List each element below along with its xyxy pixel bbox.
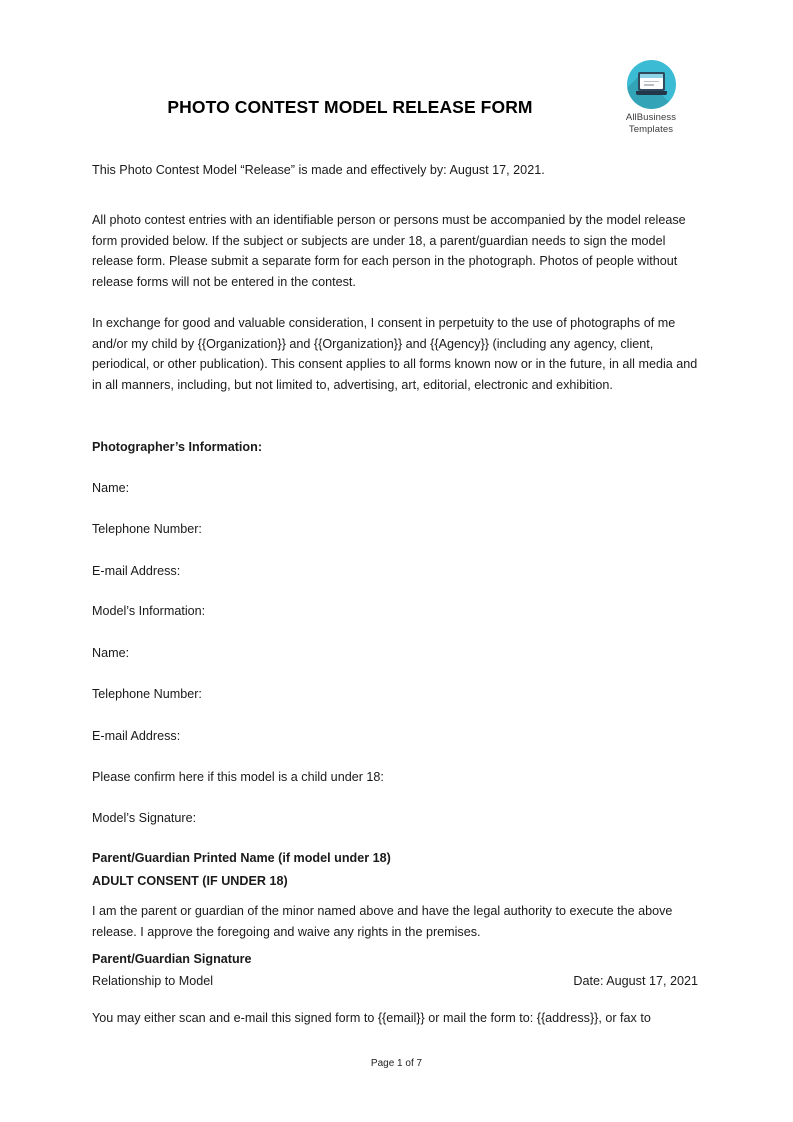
logo-wordmark-line-1: AllBusiness (625, 112, 677, 123)
screen-text-line-1 (644, 81, 659, 83)
page-footer: Page 1 of 7 (370, 1058, 423, 1069)
relationship-to-model-label: Relationship to Model (92, 974, 214, 988)
adult-consent-heading: ADULT CONSENT (IF UNDER 18) (92, 874, 288, 888)
model-telephone-field-label: Telephone Number: (92, 687, 202, 701)
child-under-18-confirm-label: Please confirm here if this model is a child under 18: (92, 770, 384, 784)
laptop-icon (636, 72, 667, 96)
model-information-heading: Model’s Information: (92, 604, 206, 618)
model-signature-label: Model’s Signature: (92, 811, 197, 825)
parent-guardian-signature-heading: Parent/Guardian Signature (92, 952, 252, 966)
photographer-information-heading: Photographer’s Information: (92, 440, 263, 454)
intro-effective-date-line: This Photo Contest Model “Release” is made and effectively by: August 17, 2021. (92, 163, 545, 177)
model-email-field-label: E-mail Address: (92, 729, 181, 743)
laptop-screen (640, 74, 663, 89)
laptop-base (636, 91, 667, 95)
logo-wordmark-line-2: Templates (628, 123, 674, 135)
date-label: Date: August 17, 2021 (573, 974, 698, 988)
relationship-and-date-row (92, 971, 698, 992)
parent-guardian-printed-name-heading: Parent/Guardian Printed Name (if model under 18) (92, 851, 391, 865)
paragraph-consent: In exchange for good and valuable consideration, I consent in perpetuity to the use of photographs of me and/or my child by {{Organization}} and {{Organization}} and {{Agency}} (including any agency, client, periodical, or other publication). This consent applies to all forms known now or in the future, in all media and in all manners, including, but not limited to, advertising, art, editorial, electronic and exhibition. (92, 316, 698, 392)
photographer-email-field-label: E-mail Address: (92, 564, 181, 578)
photographer-name-field-label: Name: (92, 481, 130, 495)
photographer-telephone-field-label: Telephone Number: (92, 522, 202, 536)
page-title: PHOTO CONTEST MODEL RELEASE FORM (167, 97, 533, 117)
screen-header-bar (640, 74, 663, 78)
submission-instructions-line: You may either scan and e-mail this signed form to {{email}} or mail the form to: {{address}}, or fax to (92, 1011, 651, 1025)
adult-consent-paragraph: I am the parent or guardian of the minor named above and have the legal authority to execute the above release. I approve the foregoing and waive any rights in the premises. (92, 904, 673, 939)
model-name-field-label: Name: (92, 646, 130, 660)
paragraph-entry-requirements: All photo contest entries with an identifiable person or persons must be accompanied by the model release form provided below. If the subject or subjects are under 18, a parent/guardian needs to sign the model release form. Please submit a separate form for each person in the photograph. Photos of people without release forms will not be entered in the contest. (92, 213, 686, 289)
screen-text-line-2 (644, 84, 654, 86)
